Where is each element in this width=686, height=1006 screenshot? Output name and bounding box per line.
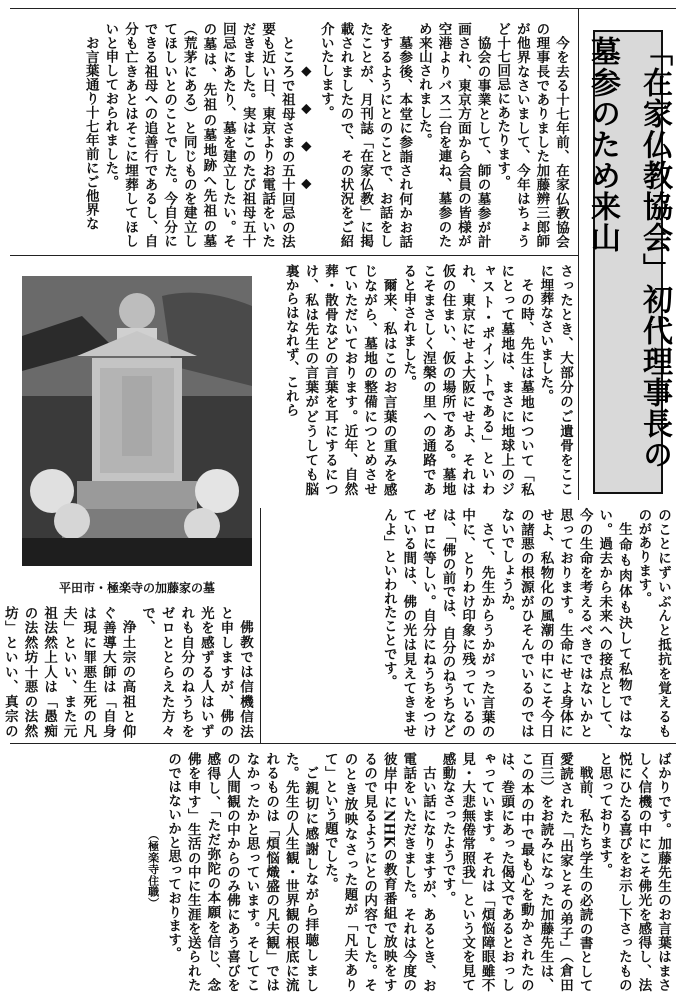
paragraph: 生命も肉体も決して私物ではない。過去から未来への接点として、今の生命を考えるべきではないかと思っております。生命にせよ身体にせよ、私物化の風潮の中にこそ今日の諸悪の根源がひそんでいるのではないでしょうか。 [498, 508, 632, 738]
grave-photo [22, 276, 252, 566]
newsletter-page [1, 8, 676, 998]
paragraph: さて、先生からうかがった言葉の中に、とりわけ印象に残っているのは、「佛の前では、自分のねうちなどゼロに等しい。自分にねうちをつけている間は、佛の光は見えてきませんよ」といわれたことです。 [380, 508, 495, 738]
paragraph: ばかりです。加藤先生のお言葉はまさしく信機の中にこそ佛光を感得し、法悦にひたる喜びをお示し下さったものと思っております。 [596, 752, 671, 992]
photo-caption: 平田市・極楽寺の加藤家の墓 [58, 581, 215, 595]
paragraph: 佛教では信機信法と申しますが、佛の光を感ずる人はいずれも自分のねうちをゼロととらえた方々で、 [139, 606, 253, 738]
column-divider [260, 508, 261, 743]
text-block-middle-center [266, 508, 672, 738]
paragraph: 浄土宗の高祖と仰ぐ善導大師は「自身は現に罪悪生死の凡夫」といい、また元祖法然上人は「愚痴の法然坊十悪の法然坊」といい、真宗の [1, 606, 136, 738]
paragraph: 爾来、私はこのお言葉の重みを感じながら、墓地の整備につとめさせていただいております。近年、自然葬・散骨などの言葉を耳にするにつけ、私は先生の言葉がどうしても脳裏からはなれず、これら [282, 264, 397, 496]
paragraph: その時、先生は墓地について「私にとって墓地は、まさに地球上のジャスト・ポイントである」といわれ、東京にせよ大阪にせよ、それは仮の住まい、仮の場所である。墓地こそまさしく涅槃の里への通路であると申されました。 [400, 264, 534, 496]
paragraph: のことにずいぶんと抵抗を覚えるものがあります。 [635, 508, 671, 738]
paragraph: お言葉通り十七年前にご他界な [82, 35, 99, 231]
paragraph: 戦前、私たち学生の必読の書として愛読された「出家とその弟子」（倉田百三）をお読みになった加藤先生は、この本の中で最も心を動かされたのは、巻頭にあった偈文であるとおっしゃっています。それは「煩悩障眼雖不見・大悲無倦常照我」という文を見て感動なさったようです。 [439, 752, 593, 992]
author-signoff: （極楽寺住職） [146, 829, 160, 909]
paragraph: ところで祖母さまの五十回忌の法要も近い日、東京よりお電話をいただきました。実はこのたび祖母五十回忌にあたり、墓を建立したい。その墓は、先祖の墓地跡へ先祖の墓（荒茅にある）と同じものを建立してほしいとのことでした。今自分にできる祖母への追善行であるし、自分も亡きあとはそこに埋葬してほしいと申しておられました。 [102, 22, 295, 248]
article-title: 「在家仏教協会」初代理事長の墓参のため来山 [585, 36, 672, 470]
paragraph: 古い話になりますが、あるとき、お電話をいただきました。それは今度の彼岸中にNHKの教育番組で放映をするので見るようにとの内容でした。そのとき放映なさった題が「凡夫ありて」という題でした。 [321, 752, 436, 992]
text-block-middle-right [262, 264, 574, 496]
title-box [585, 30, 672, 494]
text-block-middle-left [1, 606, 254, 738]
top-border [10, 8, 676, 9]
text-block-top [22, 22, 570, 248]
section-separator: ◆ ◆ ◆ ◆ [298, 62, 315, 195]
divider-lower [10, 743, 676, 744]
paragraph: 墓参後、本堂に参詣され何かお話をするようにとのことで、お話をしたことが、月刊誌「在家仏教」に掲載されましたので、その状況をご紹介いたします。 [317, 22, 413, 248]
paragraph: さったとき、大部分のご遺骨をここに埋葬なさいました。 [537, 264, 573, 496]
text-block-bottom [22, 752, 672, 992]
paragraph: 協会の事業として、師の墓参が計画され、東京方面から会員の皆様が空港よりバス二台を連ね、墓参のため来山されました。 [415, 22, 491, 248]
paragraph: 今を去る十七年前、在家仏教協会の理事長でありました加藤辨三郎師が他界なさいまして、今年はちょうど十七回忌にあたります。 [494, 22, 569, 248]
divider-upper [10, 255, 578, 256]
paragraph: ご親切に感謝しながら拝聴しました。先生の人生観・世界観の根底に流れるものは「煩悩熾盛の凡夫観」ではなかったかと思っています。そしてこの人間観の中からのみ佛にあう喜びを感得し、「ただ弥陀の本願を信じ、念佛を申す」生活の中に生涯を送られたのではないかと思っております。 [165, 752, 319, 992]
gravestone-image [22, 276, 252, 566]
